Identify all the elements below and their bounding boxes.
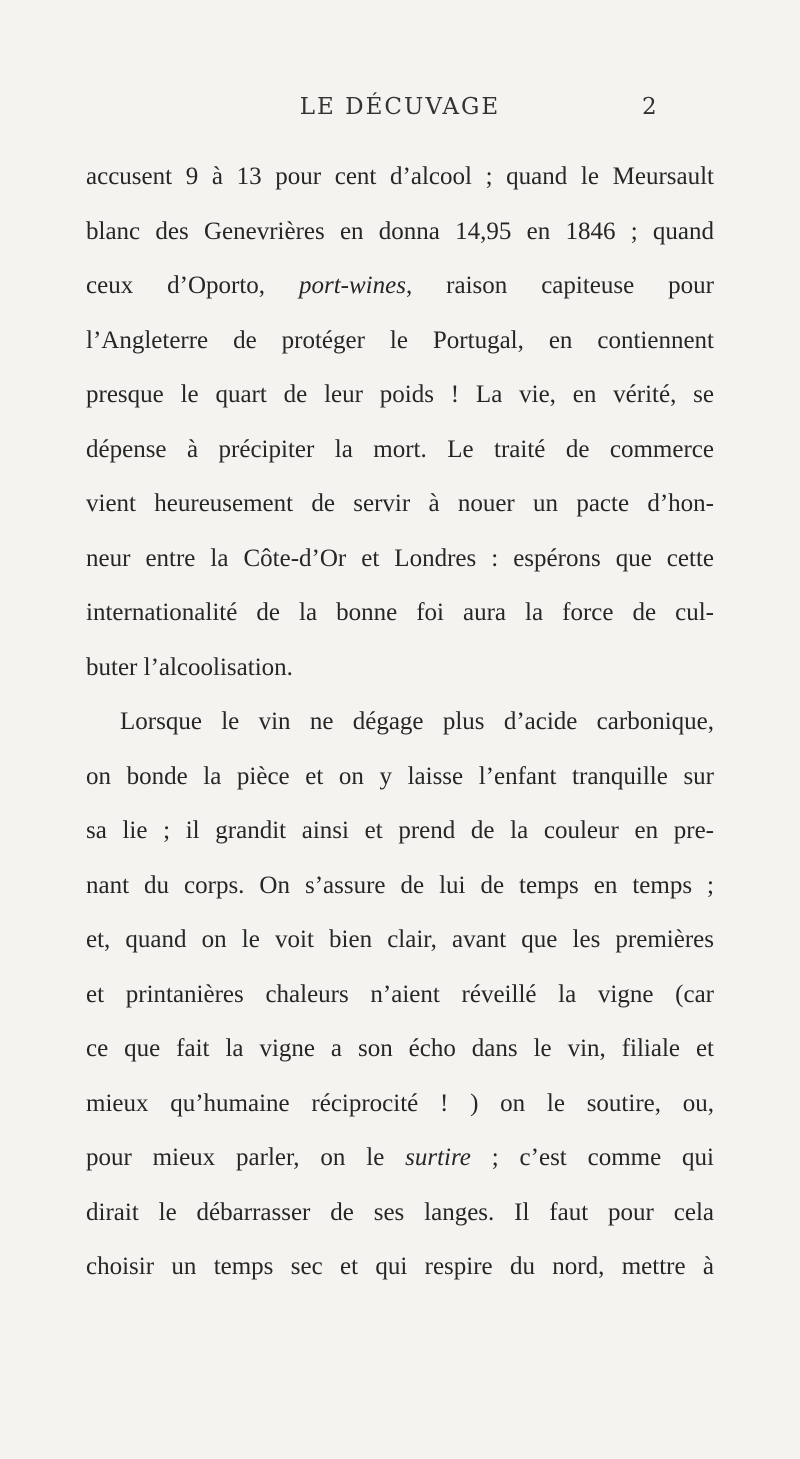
text-line: et, quand on le voit bien clair, avant que les premières [86,926,714,953]
body-text [86,150,714,1295]
text-line: dépense à précipiter la mort. Le traité de commerce [86,435,714,463]
italic-term: port-wines [299,272,406,299]
text-line: buter l’alcoolisation. [86,653,293,681]
paragraph-start-line: Lorsque le vin ne dégage plus d’acide carbonique, [120,708,714,735]
text-line: mieux qu’humaine réciprocité ! ) on le soutire, ou, [86,1089,714,1117]
text-line: ceux d’Oporto, port-wines, raison capiteuse pour [86,272,714,299]
text-line: pour mieux parler, on le surtire ; c’est comme qui [86,1144,714,1171]
text-line: l’Angleterre de protéger le Portugal, en contiennent [86,326,714,354]
text-line: ce que fait la vigne a son écho dans le vin, filiale et [86,1035,714,1062]
text-line: et printanières chaleurs n’aient réveillé la vigne (car [86,980,714,1008]
text-line: on bonde la pièce et on y laisse l’enfant tranquille sur [86,762,714,790]
text-line: presque le quart de leur poids ! La vie, en vérité, se [86,381,714,408]
page-number: 2 [642,94,657,120]
text-line: blanc des Genevrières en donna 14,95 en 1846 ; quand [86,217,714,245]
text-line: choisir un temps sec et qui respire du nord, mettre à [86,1253,714,1280]
running-head [0,94,800,134]
page-header-title: LE DÉCUVAGE [299,94,501,120]
text-line: vient heureusement de servir à nouer un pacte d’hon- [86,490,714,517]
italic-term: surtire [405,1144,471,1171]
text-line: neur entre la Côte-d’Or et Londres : espérons que cette [86,544,714,572]
text-line: dirait le débarrasser de ses langes. Il faut pour cela [86,1198,714,1226]
text-line: sa lie ; il grandit ainsi et prend de la couleur en pre- [86,817,714,844]
text-line: accusent 9 à 13 pour cent d’alcool ; quand le Meursault [86,163,714,190]
text-line: internationalité de la bonne foi aura la force de cul- [86,599,714,626]
text-line: nant du corps. On s’assure de lui de temps en temps ; [86,871,714,899]
